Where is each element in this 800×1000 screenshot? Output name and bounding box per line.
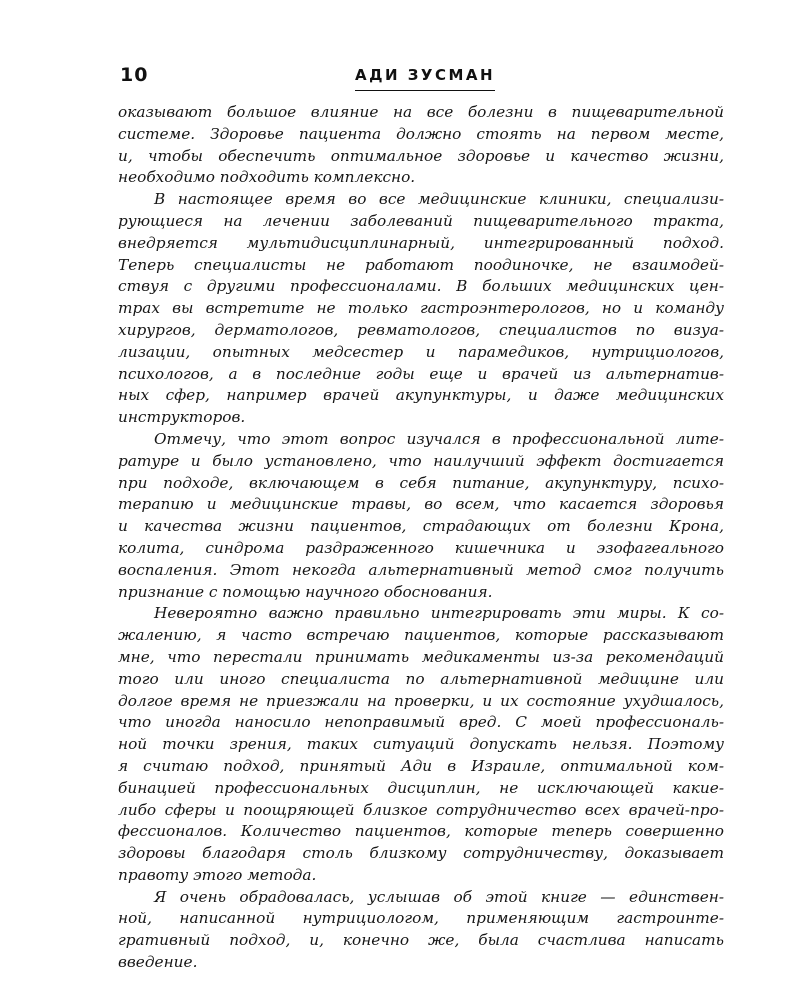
text-line: и качества жизни пациентов, страдающих от болезни Крона,	[118, 517, 724, 536]
page-number: 10	[120, 64, 149, 86]
text-line: Отмечу, что этот вопрос изучался в профессиональной лите-	[154, 429, 724, 448]
text-line: либо сферы и поощряющей близкое сотрудничество всех врачей-про-	[118, 800, 724, 819]
text-line: колита, синдрома раздраженного кишечника и эзофагеального	[118, 538, 724, 557]
text-line: хирургов, дерматологов, ревматологов, специалистов по визуа-	[118, 320, 724, 339]
text-line: того или иного специалиста по альтернативной медицине или	[118, 669, 724, 688]
text-line: признание с помощью научного обоснования.	[118, 582, 493, 601]
text-line: введение.	[118, 953, 198, 972]
text-line: при подходе, включающем в себя питание, акупунктуру, психо-	[118, 473, 724, 492]
text-line: жалению, я часто встречаю пациентов, которые рассказывают	[118, 626, 724, 645]
text-line: Невероятно важно правильно интегрировать эти миры. К со-	[154, 604, 724, 623]
text-line: мне, что перестали принимать медикаменты из-за рекомендаций	[118, 647, 724, 666]
text-line: рующиеся на лечении заболеваний пищеварительного тракта,	[118, 211, 724, 230]
text-line: здоровы благодаря столь близкому сотрудничеству, доказывает	[118, 844, 724, 863]
text-line: В настоящее время во все медицинские клиники, специализи-	[154, 190, 724, 209]
text-line: лизации, опытных медсестер и парамедиков, нутрициологов,	[118, 342, 724, 361]
text-line: психологов, а в последние годы еще и врачей из альтернатив-	[118, 364, 724, 383]
text-line: я считаю подход, принятый Ади в Израиле, оптимальной ком-	[118, 756, 724, 775]
text-line: гративный подход, и, конечно же, была счастлива написать	[118, 931, 724, 950]
text-line: необходимо подходить комплексно.	[118, 168, 416, 187]
text-line: ных сфер, например врачей акупунктуры, и даже медицинских	[118, 386, 724, 405]
body-text	[118, 102, 724, 974]
text-line: что иногда наносило непоправимый вред. С моей профессиональ-	[118, 713, 724, 732]
text-line: ствуя с другими профессионалами. В больших медицинских цен-	[118, 277, 724, 296]
text-line: трах вы встретите не только гастроэнтерологов, но и команду	[118, 299, 724, 318]
text-line: долгое время не приезжали на проверки, и их состояние ухудшалось,	[118, 691, 724, 710]
text-line: фессионалов. Количество пациентов, которые теперь совершенно	[118, 822, 724, 841]
text-line: и, чтобы обеспечить оптимальное здоровье и качество жизни,	[118, 146, 724, 165]
text-line: внедряется мультидисциплинарный, интегрированный подход.	[118, 233, 724, 252]
running-head: АДИ ЗУСМАН	[355, 66, 495, 91]
text-line: бинацией профессиональных дисциплин, не исключающей какие-	[118, 778, 724, 797]
text-line: оказывают большое влияние на все болезни в пищеварительной	[118, 103, 724, 121]
text-line: воспаления. Этот некогда альтернативный метод смог получить	[118, 560, 724, 579]
text-line: Теперь специалисты не работают поодиночке, не взаимодей-	[118, 255, 724, 274]
text-line: Я очень обрадовалась, услышав об этой книге — единствен-	[154, 887, 724, 906]
text-line: терапию и медицинские травы, во всем, что касается здоровья	[118, 495, 724, 514]
text-line: ной точки зрения, таких ситуаций допускать нельзя. Поэтому	[118, 735, 724, 754]
text-line: системе. Здоровье пациента должно стоять на первом месте,	[118, 124, 724, 143]
text-line: инструкторов.	[118, 408, 246, 427]
text-line: правоту этого метода.	[118, 865, 317, 884]
text-line: ной, написанной нутрициологом, применяющим гастроинте-	[118, 909, 724, 928]
text-line: ратуре и было установлено, что наилучший эффект достигается	[118, 451, 724, 470]
